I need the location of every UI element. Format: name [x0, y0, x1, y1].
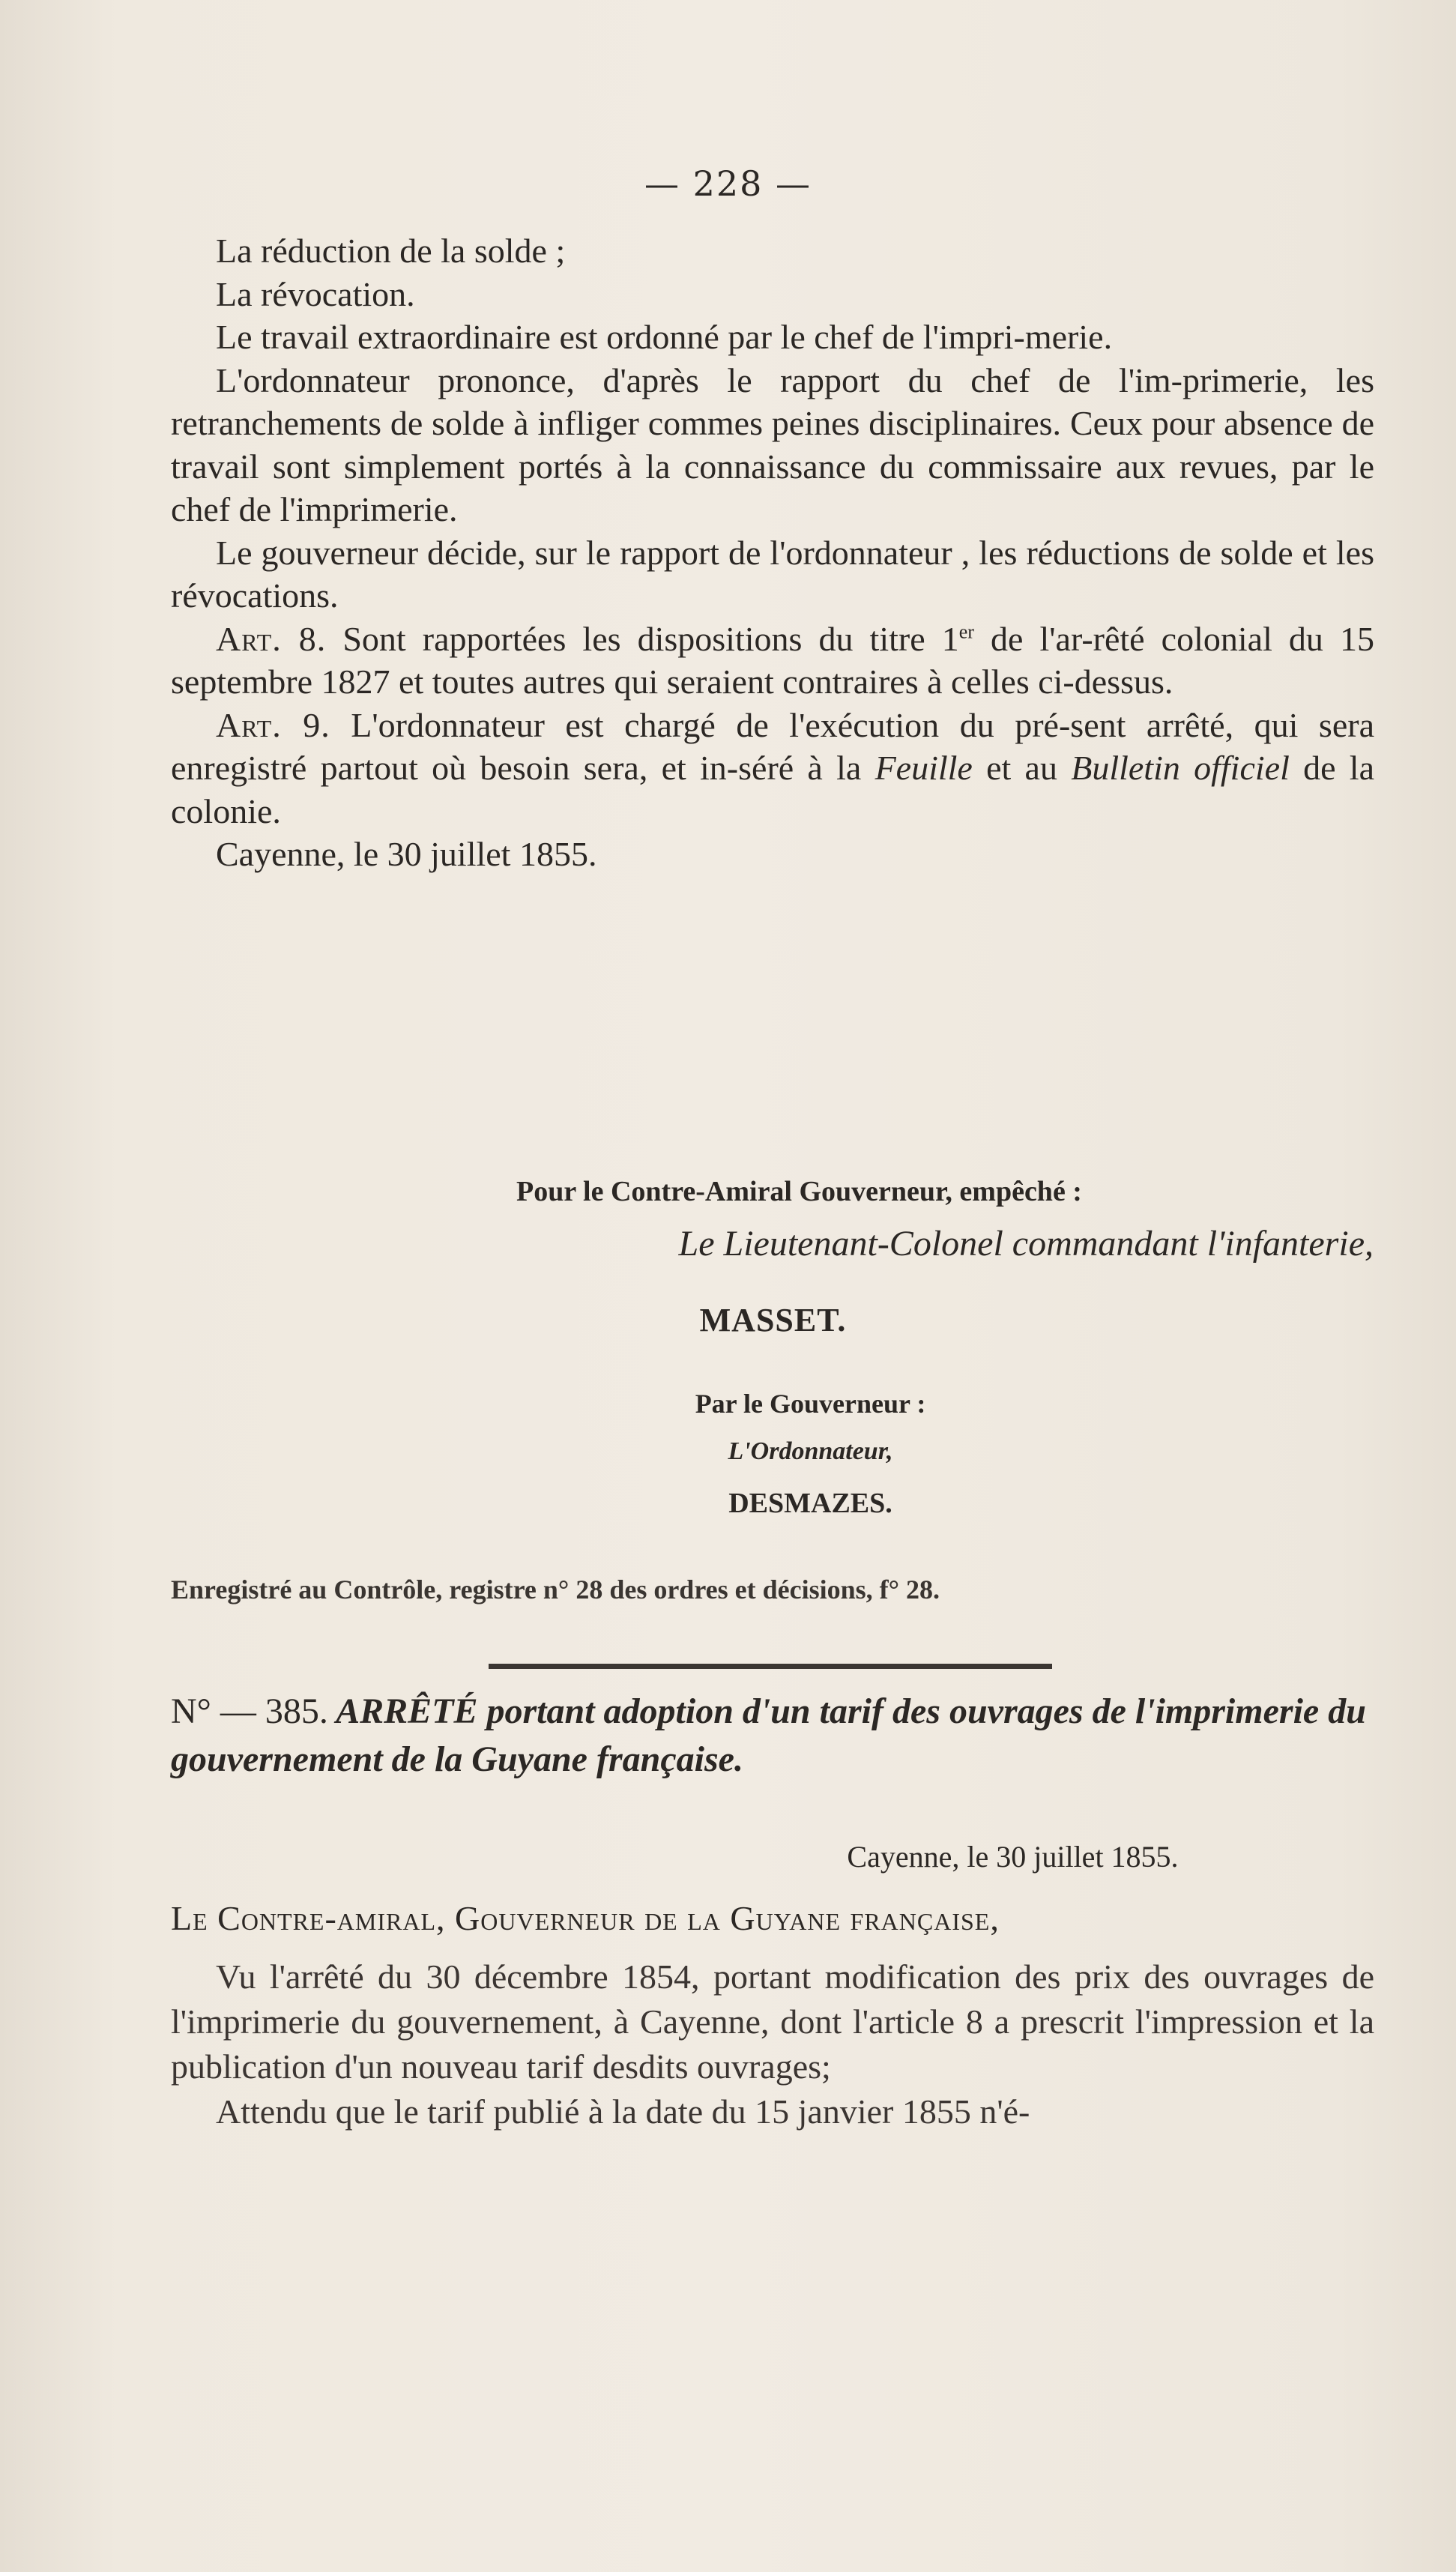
article-label: Art. 8.	[216, 619, 327, 658]
arrete-header: Le Contre-amiral, Gouverneur de la Guyane française,	[171, 1899, 1000, 1937]
signature-title: Le Lieutenant-Colonel commandant l'infanterie,	[678, 1224, 1374, 1264]
paragraph: Le travail extraordinaire est ordonné par le chef de l'impri-merie.	[216, 318, 1113, 356]
article-text: et au	[972, 749, 1072, 787]
paragraph: La réduction de la solde ;	[216, 232, 566, 270]
signature-line-for: Pour le Contre-Amiral Gouverneur, empêché :	[516, 1176, 1082, 1207]
body-text	[171, 229, 1374, 876]
article-8	[171, 618, 1374, 704]
arrete-date: Cayenne, le 30 juillet 1855.	[847, 1840, 1179, 1874]
article-text: L'ordonnateur est chargé de l'exécution du pré-sent arrêté, qui sera enregistré partout où besoin sera, et in-séré à la	[171, 705, 1374, 787]
signature-ordonnateur: L'Ordonnateur,	[728, 1437, 893, 1465]
arrete-body	[171, 1896, 1374, 2134]
section-divider	[489, 1664, 1052, 1669]
signature-par-le-gouverneur: Par le Gouverneur :	[695, 1389, 926, 1419]
signature-name-desmazes: DESMAZES.	[728, 1488, 892, 1519]
feuille-title: Feuille	[874, 749, 973, 787]
article-text: de la colonie.	[171, 749, 1374, 830]
article-text: Sont rapportées les dispositions du titre 1	[326, 619, 959, 658]
paragraph: L'ordonnateur prononce, d'après le rapport du chef de l'im-primerie, les retranchements de solde à infliger commes peines disciplinaires. Ceux pour absence de travail sont simplement portés à la connaissance du commissaire aux revues, par le chef de l'imprimerie.	[171, 360, 1374, 528]
article-9	[171, 704, 1374, 833]
superscript: er	[958, 621, 974, 643]
paragraph: Attendu que le tarif publié à la date du 15 janvier 1855 n'é-	[216, 2092, 1030, 2131]
arrete-title: ARRÊTÉ portant adoption d'un tarif des ouvrages de l'imprimerie du gouvernement de la Guyane française.	[171, 1691, 1366, 1779]
signature-name-masset: MASSET.	[699, 1302, 847, 1338]
place-date: Cayenne, le 30 juillet 1855.	[216, 835, 597, 873]
page-number: — 228 —	[644, 163, 812, 204]
article-label: Art. 9.	[216, 705, 330, 744]
paragraph: Vu l'arrêté du 30 décembre 1854, portant modification des prix des ouvrages de l'imprimerie du gouvernement, à Cayenne, dont l'article 8 a prescrit l'impression et la publication d'un nouveau tarif desdits ouvrages;	[171, 1957, 1374, 2086]
bulletin-title: Bulletin officiel	[1071, 749, 1290, 787]
paragraph: La révocation.	[216, 274, 415, 313]
arrete-heading	[171, 1688, 1377, 1784]
arrete-number: N° — 385.	[171, 1691, 328, 1731]
article-text: de l'ar-rêté colonial du 15 septembre 1827 et toutes autres qui seraient contraires à celles ci-dessus.	[171, 619, 1374, 701]
registration-note: Enregistré au Contrôle, registre n° 28 des ordres et décisions, f° 28.	[171, 1575, 940, 1605]
paragraph: Le gouverneur décide, sur le rapport de l'ordonnateur , les réductions de solde et les révocations.	[171, 533, 1374, 615]
